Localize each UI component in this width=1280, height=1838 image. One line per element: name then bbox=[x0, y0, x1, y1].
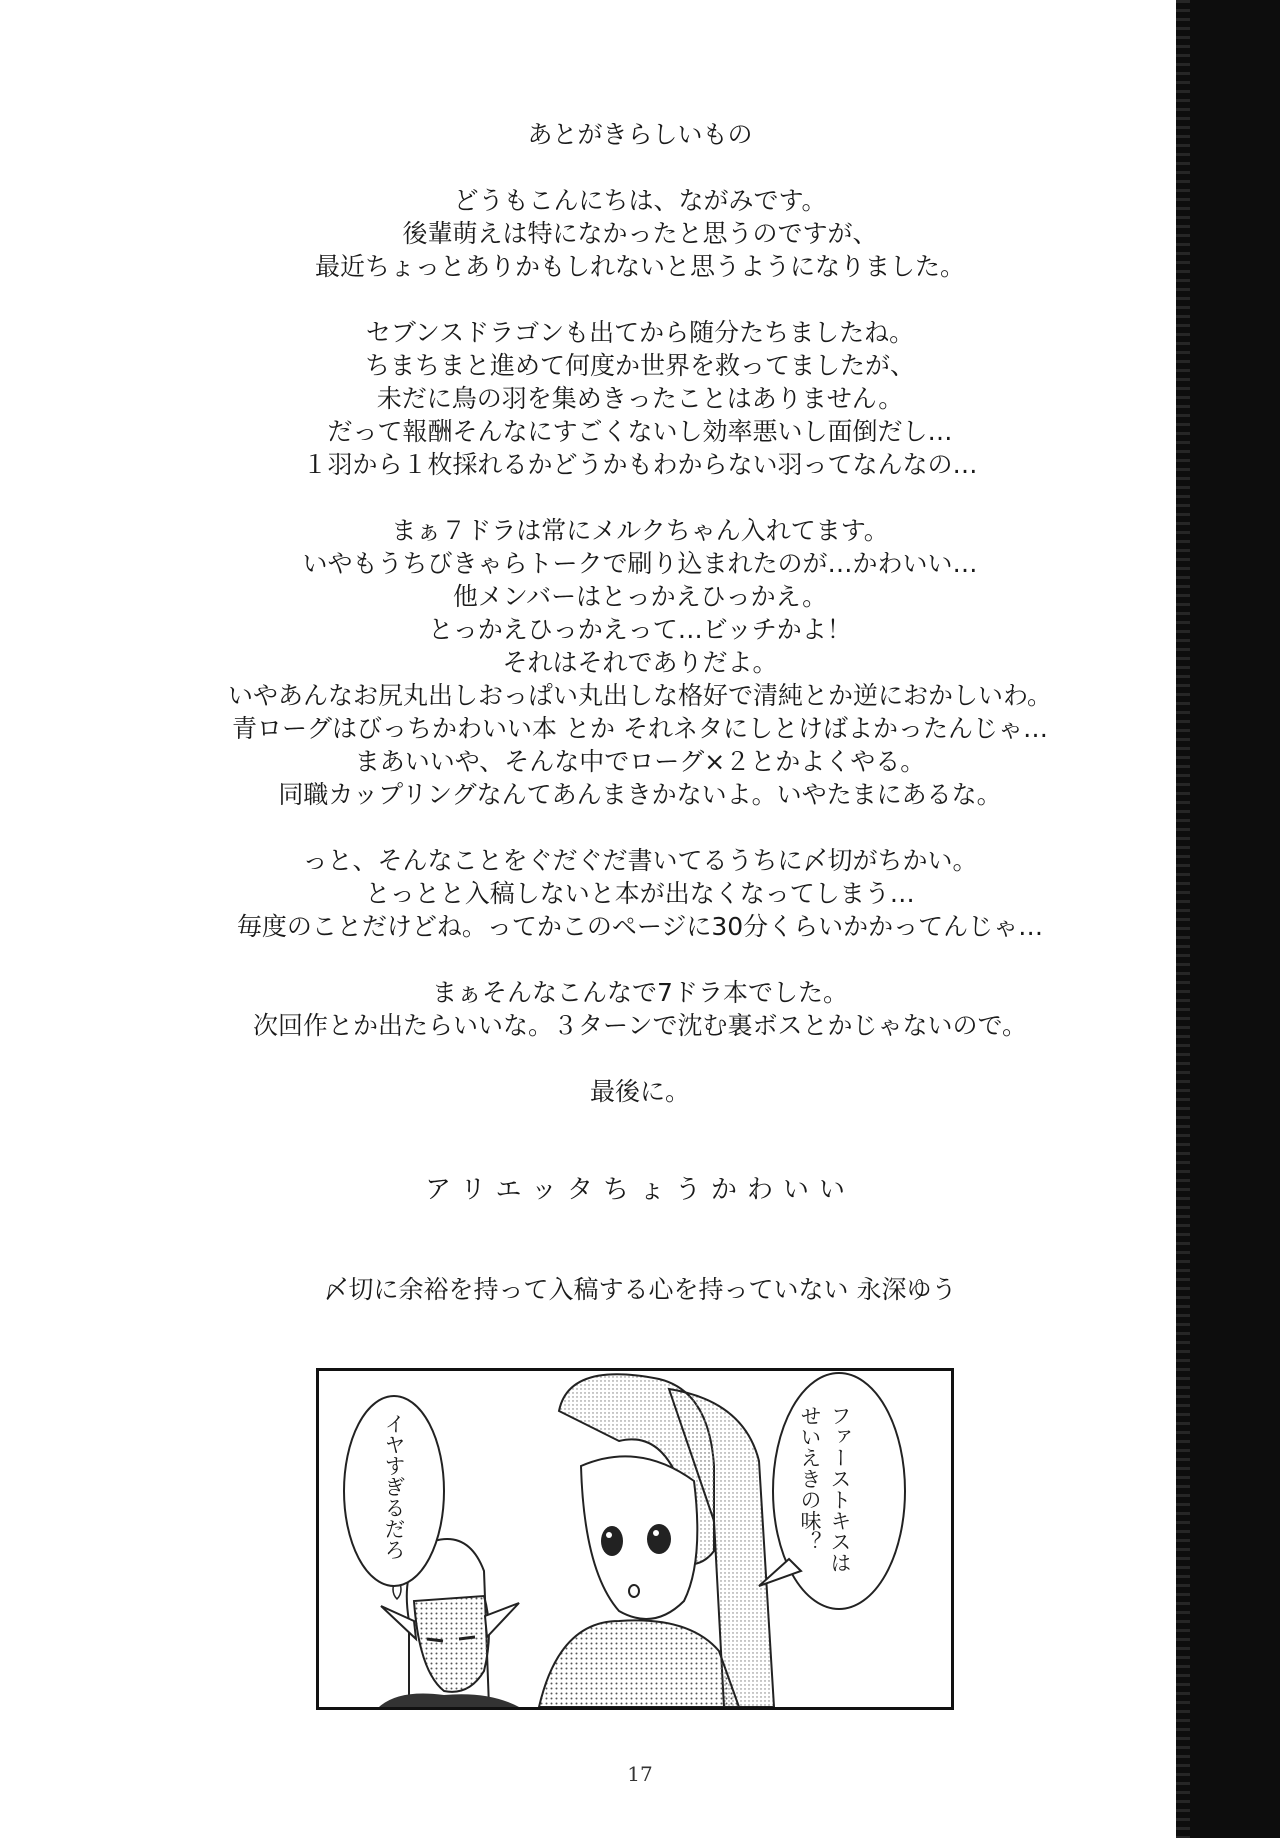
text-line: だって報酬そんなにすごくないし効率悪いし面倒だし… bbox=[327, 417, 953, 446]
comic-panel bbox=[316, 1368, 954, 1710]
girl-eye-right bbox=[647, 1524, 671, 1554]
elf-ear-right bbox=[485, 1603, 519, 1637]
elf-collar bbox=[379, 1694, 519, 1708]
text-line: 次回作とか出たらいいな。３ターンで沈む裏ボスとかじゃないので。 bbox=[252, 1011, 1027, 1040]
text-line: 最近ちょっとありかもしれないと思うようになりました。 bbox=[314, 252, 965, 281]
text-line: 他メンバーはとっかえひっかえ。 bbox=[452, 582, 828, 611]
text-line: 未だに鳥の羽を集めきったことはありません。 bbox=[376, 384, 904, 413]
bubble-right-line: ファーストキスは bbox=[828, 1405, 852, 1573]
text-line: まぁそんなこんなで7ドラ本でした。 bbox=[432, 978, 848, 1007]
text-line: 青ローグはびっちかわいい本 とか それネタにしとけばよかったんじゃ… bbox=[232, 714, 1048, 743]
text-line: 毎度のことだけどね。ってかこのページに30分くらいかかってんじゃ… bbox=[236, 912, 1044, 941]
bubble-right-line: せいえきの味？ bbox=[798, 1405, 822, 1552]
bubble-right-text bbox=[795, 1405, 855, 1573]
text-line: ちまちまと進めて何度か世界を救ってましたが、 bbox=[364, 351, 915, 380]
text-line: それはそれでありだよ。 bbox=[502, 648, 778, 677]
signature-line: 〆切に余裕を持って入稿する心を持っていない 永深ゆう bbox=[323, 1275, 957, 1304]
girl-face bbox=[581, 1456, 697, 1619]
scan-edge-grain bbox=[1176, 0, 1190, 1838]
comic-illustration bbox=[319, 1371, 951, 1707]
bubble-left-text bbox=[379, 1413, 409, 1560]
text-line: 同職カップリングなんてあんまきかないよ。いやたまにあるな。 bbox=[278, 780, 1002, 809]
closing-line: 最後に。 bbox=[589, 1077, 690, 1106]
text-line: っと、そんなことをぐだぐだ書いてるうちに〆切がちかい。 bbox=[302, 846, 978, 875]
text-line: とっとと入稿しないと本が出なくなってしまう… bbox=[365, 879, 915, 908]
text-line: どうもこんにちは、ながみです。 bbox=[453, 186, 827, 215]
text-line: 後輩萌えは特になかったと思うのですが、 bbox=[402, 219, 878, 248]
text-line: １羽から１枚採れるかどうかもわからない羽ってなんなの… bbox=[302, 450, 978, 479]
scan-edge bbox=[1176, 0, 1280, 1838]
bubble-left-line: イヤすぎるだろ bbox=[382, 1413, 406, 1560]
text-line: まあいいや、そんな中でローグ×２とかよくやる。 bbox=[354, 747, 926, 776]
text-line: セブンスドラゴンも出てから随分たちましたね。 bbox=[365, 318, 915, 347]
page-margin bbox=[0, 0, 96, 1838]
shout-line: アリエッタちょうかわいい bbox=[425, 1175, 855, 1205]
text-line: まぁ７ドラは常にメルクちゃん入れてます。 bbox=[391, 516, 889, 545]
text-line: とっかえひっかえって…ビッチかよ！ bbox=[428, 615, 852, 644]
girl-eye-left bbox=[601, 1526, 623, 1556]
text-line: いやあんなお尻丸出しおっぱい丸出しな格好で清純とか逆におかしいわ。 bbox=[227, 681, 1052, 710]
girl-scarf bbox=[539, 1620, 739, 1707]
text-line: いやもうちびきゃらトークで刷り込まれたのが…かわいい… bbox=[302, 549, 978, 578]
afterword-text bbox=[140, 118, 1140, 1306]
afterword-title: あとがきらしいもの bbox=[527, 120, 753, 149]
page-number: 17 bbox=[627, 1762, 653, 1786]
